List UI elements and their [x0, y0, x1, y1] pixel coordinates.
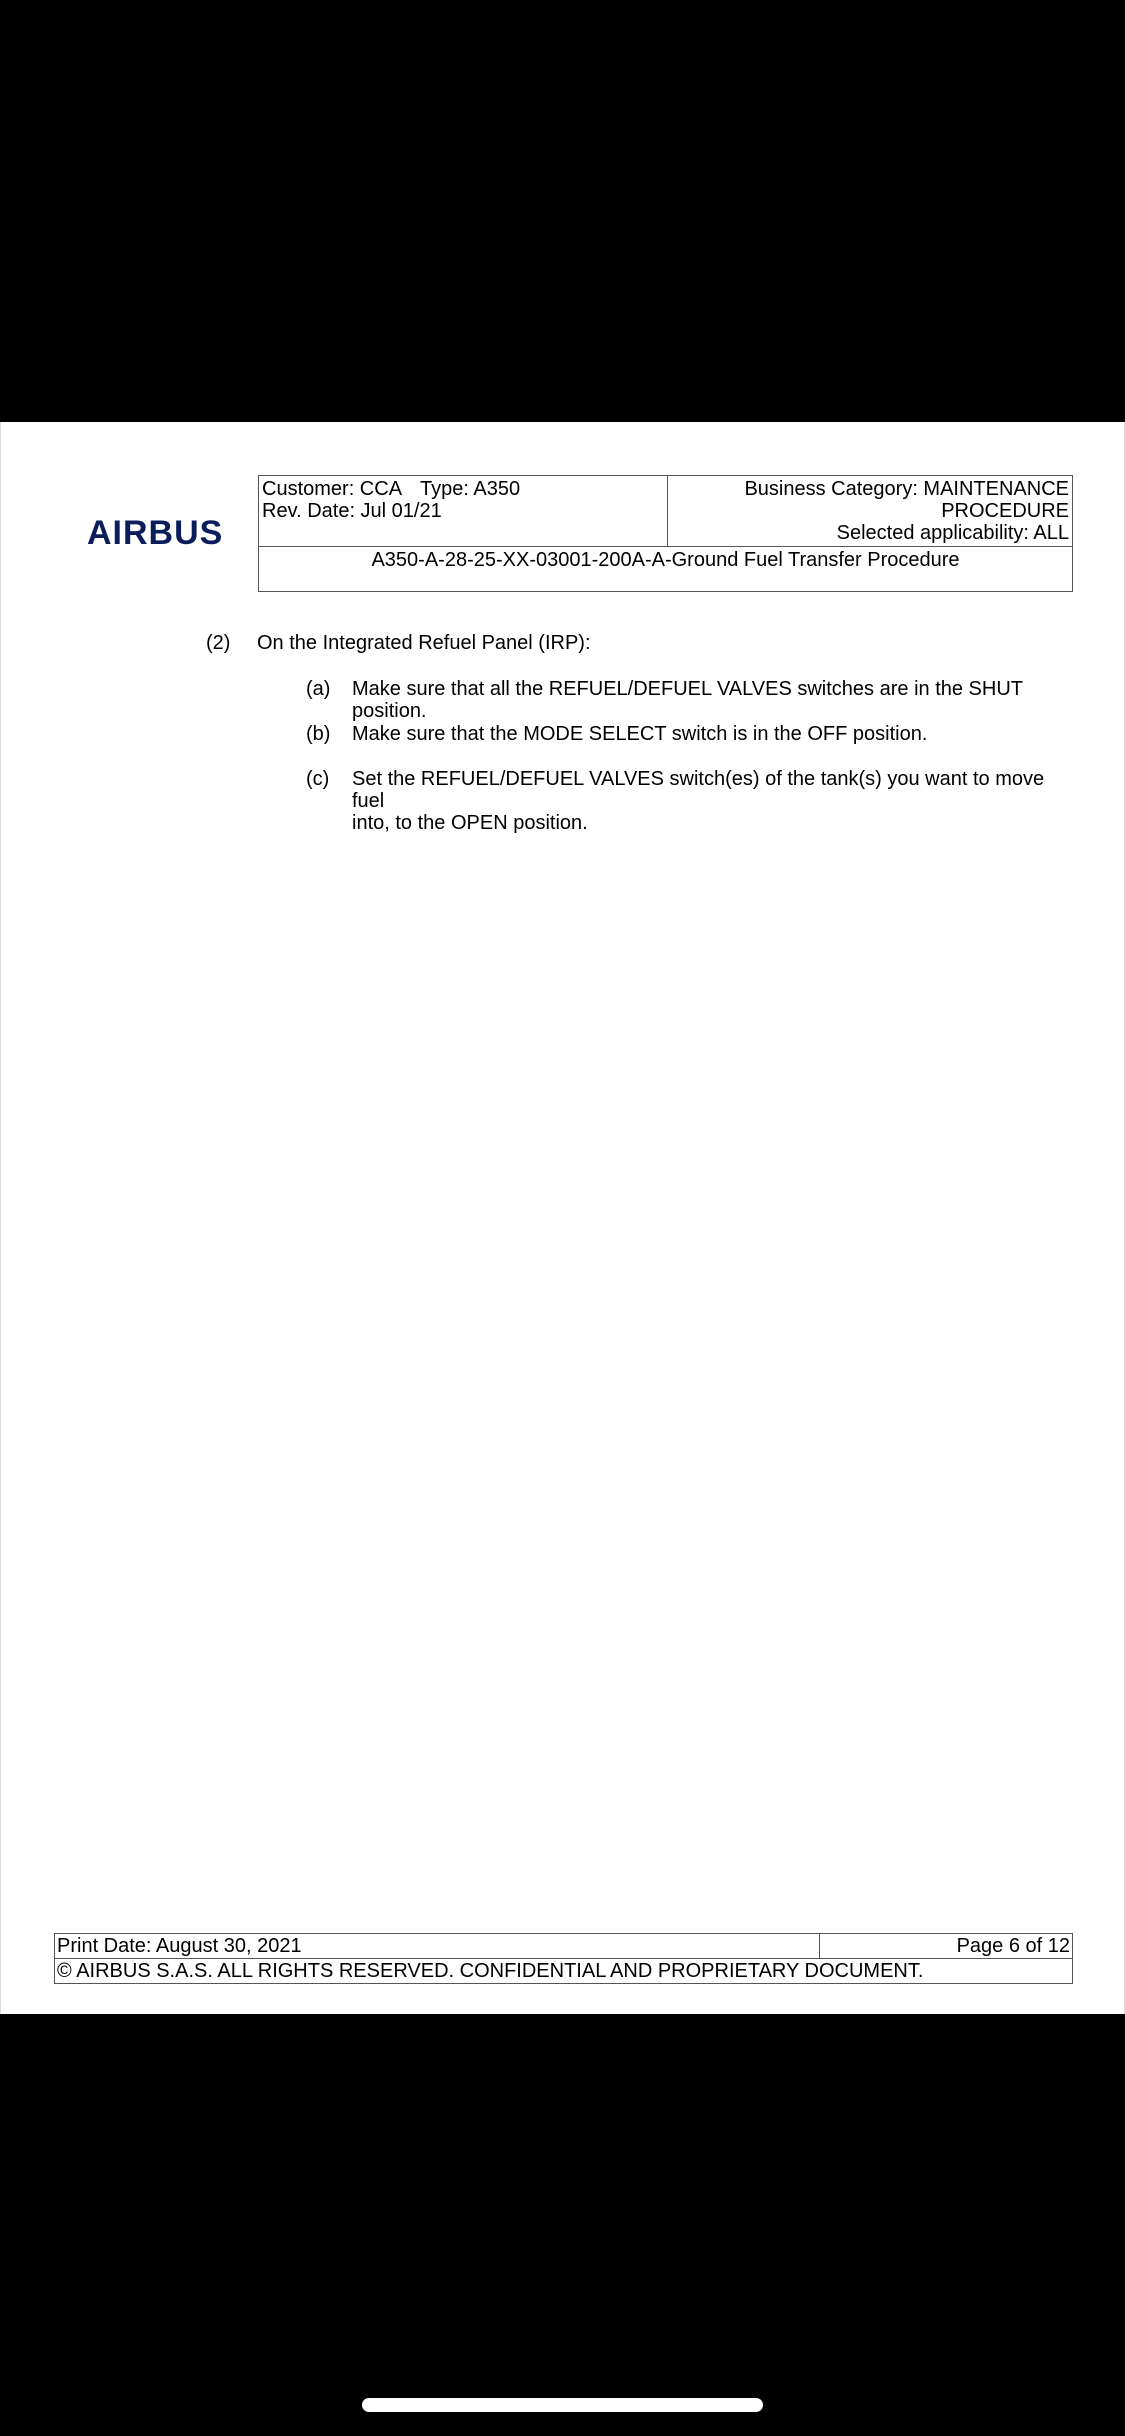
doc-id-cell — [259, 547, 1073, 592]
business-category-cont: PROCEDURE — [941, 500, 1069, 522]
substep-text-line2: into, to the OPEN position. — [352, 812, 588, 834]
applicability-label: Selected applicability: ALL — [836, 522, 1069, 544]
doc-id: A350-A-28-25-XX-03001-200A-A-Ground Fuel Transfer Procedure — [371, 549, 960, 571]
rev-date-label: Rev. Date: Jul 01/21 — [262, 500, 442, 522]
page-number: Page 6 of 12 — [956, 1935, 1070, 1957]
airbus-logo: AIRBUS — [87, 514, 224, 552]
header-left-cell — [259, 476, 668, 547]
type-label: Type: A350 — [420, 478, 521, 500]
step-text: On the Integrated Refuel Panel (IRP): — [257, 632, 591, 654]
business-category-label: Business Category: MAINTENANCE — [744, 478, 1069, 500]
header-table — [258, 475, 1073, 592]
print-date-cell — [55, 1934, 820, 1959]
copyright-notice: © AIRBUS S.A.S. ALL RIGHTS RESERVED. CONFIDENTIAL AND PROPRIETARY DOCUMENT. — [57, 1960, 924, 1982]
document-page — [0, 422, 1125, 2014]
customer-label: Customer: CCA — [262, 478, 403, 500]
substep-text-line1: Set the REFUEL/DEFUEL VALVES switch(es) of the tank(s) you want to move fuel — [352, 768, 1045, 812]
substep-number: (b) — [306, 723, 331, 745]
substep-number: (c) — [306, 768, 330, 790]
page-number-cell — [820, 1934, 1073, 1959]
step-number: (2) — [206, 632, 231, 654]
header-right-cell — [668, 476, 1073, 547]
copyright-cell — [55, 1959, 1073, 1984]
home-indicator[interactable] — [362, 2398, 763, 2412]
footer-table — [54, 1933, 1073, 1984]
substep-text — [352, 768, 1076, 834]
print-date: Print Date: August 30, 2021 — [57, 1935, 302, 1957]
substep-number: (a) — [306, 678, 331, 700]
substep-text: Make sure that all the REFUEL/DEFUEL VALVES switches are in the SHUT position. — [352, 678, 1023, 722]
substep-text: Make sure that the MODE SELECT switch is in the OFF position. — [352, 723, 928, 745]
